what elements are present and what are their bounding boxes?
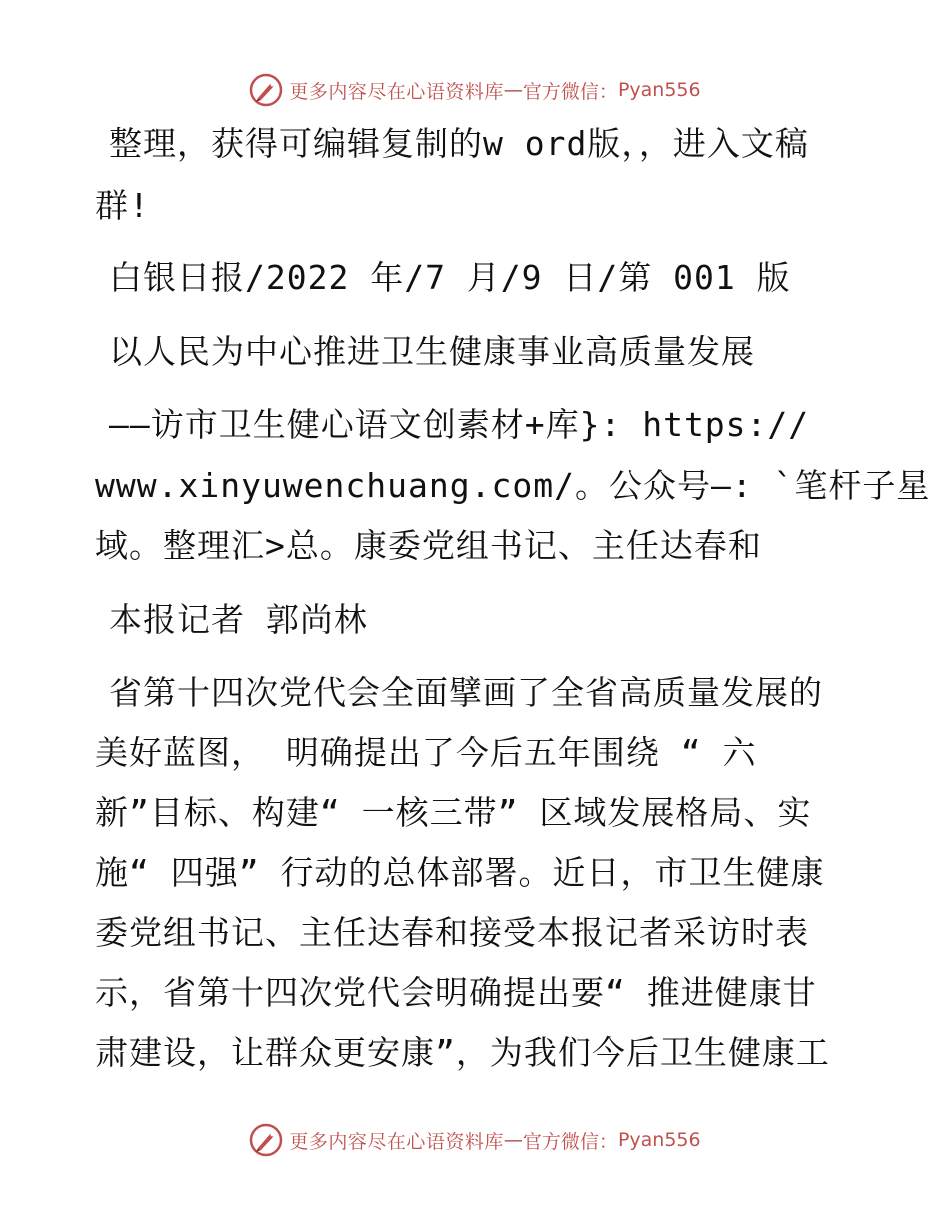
intro-line: 群! <box>95 186 150 225</box>
banner-separator: — <box>503 1129 523 1151</box>
intro-line: 整理，获得可编辑复制的w ord版，，进入文稿 <box>109 124 809 163</box>
banner-title: 更多内容尽在心语资料库 <box>289 80 504 103</box>
paragraph-line: 美好蓝图， 明确提出了今后五年围绕 “ 六 <box>95 733 757 772</box>
header-banner <box>0 70 950 110</box>
paragraph-line: 省第十四次党代会全面擘画了全省高质量发展的 <box>109 673 823 712</box>
paragraph-line: 肃建设，让群众更安康”，为我们今后卫生健康工 <box>95 1033 830 1072</box>
headline: 以人民为中心推进卫生健康事业高质量发展 <box>109 332 755 371</box>
byline: 本报记者 郭尚林 <box>109 600 368 639</box>
pen-logo-icon <box>249 73 283 107</box>
subhead-line: www.xinyuwenchuang.com/。公众号—: `笔杆子星 <box>95 466 931 505</box>
subhead-line: ——访市卫生健心语文创素材+库}: https:// <box>109 405 810 444</box>
banner-contact-prefix: 官方微信： <box>522 1130 618 1153</box>
banner-separator: — <box>503 79 523 101</box>
banner-contact-id: Pyan556 <box>617 1129 701 1151</box>
banner-title: 更多内容尽在心语资料库 <box>289 1130 504 1153</box>
pen-logo-icon <box>249 1123 283 1157</box>
banner-contact-id: Pyan556 <box>617 79 701 101</box>
footer-banner <box>0 1120 950 1160</box>
banner-contact-prefix: 官方微信： <box>522 80 618 103</box>
source-line: 白银日报/2022 年/7 月/9 日/第 001 版 <box>109 258 791 297</box>
subhead-line: 域。整理汇>总。康委党组书记、主任达春和 <box>95 526 762 565</box>
paragraph-line: 委党组书记、主任达春和接受本报记者采访时表 <box>95 913 809 952</box>
paragraph-line: 示，省第十四次党代会明确提出要“ 推进健康甘 <box>95 973 817 1012</box>
paragraph-line: 新”目标、构建“ 一核三带” 区域发展格局、实 <box>95 793 812 832</box>
paragraph-line: 施“ 四强” 行动的总体部署。近日，市卫生健康 <box>95 853 825 892</box>
